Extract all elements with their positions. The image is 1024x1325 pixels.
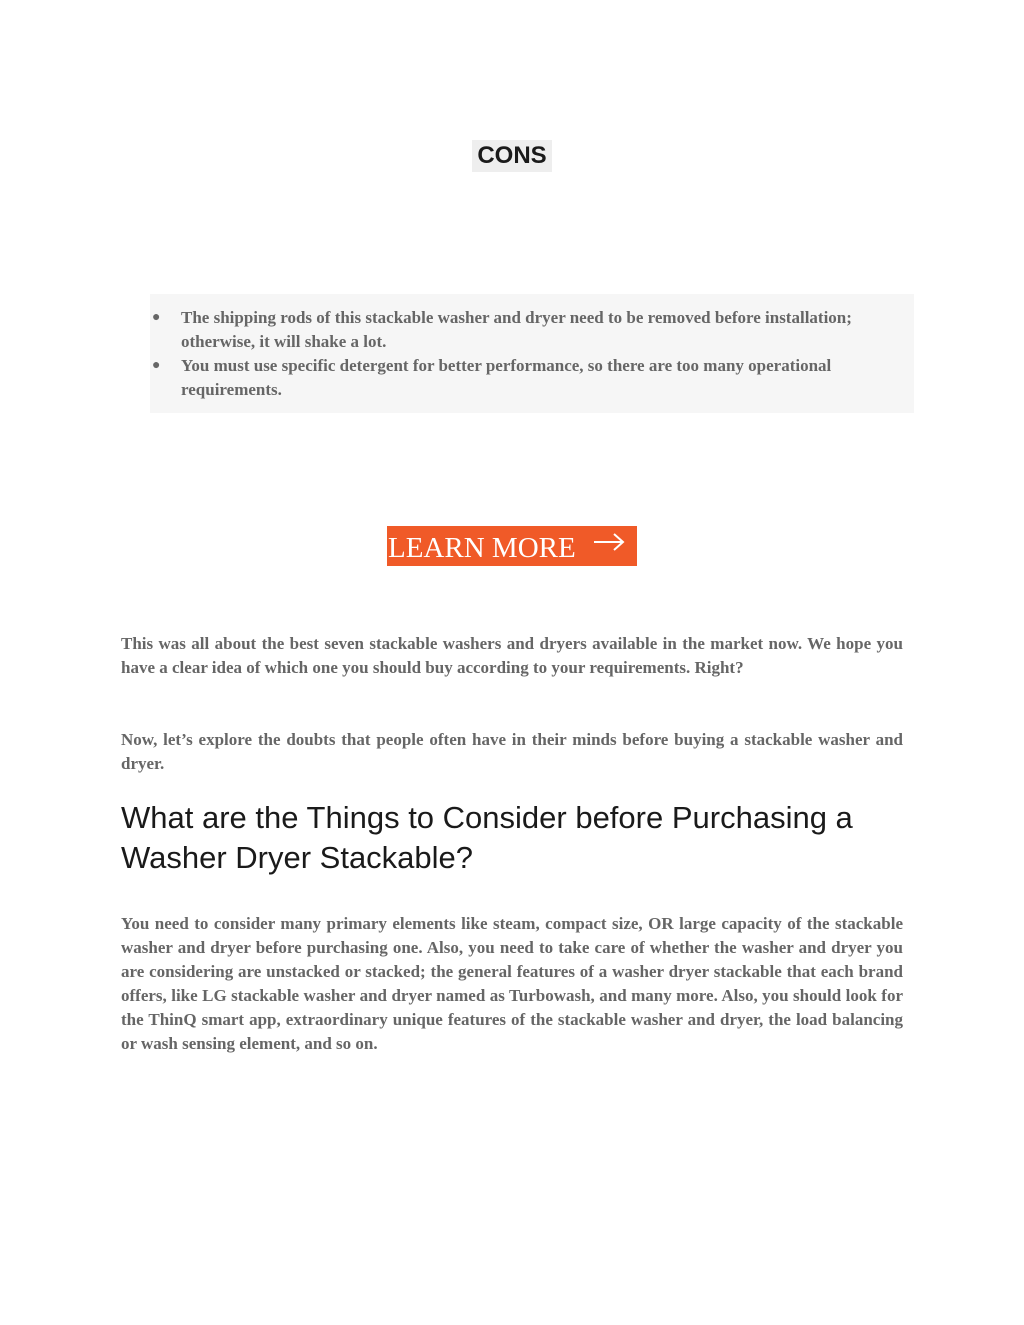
- section-body: You need to consider many primary elements like steam, compact size, OR large capacity of the stackable washer and dryer before purchasing one. Also, you need to take care of whether the washer and dryer you are considering are unstacked or stacked; the general features of a washer dryer stackable that each brand offers, like LG stackable washer and dryer named as Turbowash, and many more. Also, you should look for the ThinQ smart app, extraordinary unique features of the stackable washer and dryer, the load balancing or wash sensing element, and so on.: [121, 914, 903, 1053]
- list-item: [150, 306, 871, 354]
- cons-list: [150, 306, 914, 402]
- cons-heading: CONS: [472, 140, 552, 172]
- intro-paragraph-2: Now, let’s explore the doubts that people often have in their minds before buying a stackable washer and dryer.: [121, 730, 903, 773]
- cons-box: [150, 294, 914, 413]
- cons-item-text: You must use specific detergent for better performance, so there are too many operational requirements.: [181, 356, 832, 399]
- bullet-icon: ●: [152, 358, 161, 373]
- list-item: [150, 354, 871, 402]
- bullet-icon: ●: [152, 310, 161, 325]
- learn-more-button[interactable]: [387, 526, 637, 566]
- learn-more-label: LEARN MORE: [388, 532, 576, 564]
- intro-paragraph-1: This was all about the best seven stackable washers and dryers available in the market now. We hope you have a clear idea of which one you should buy according to your requirements. Right?: [121, 634, 903, 677]
- arrow-right-icon: [593, 532, 625, 552]
- section-title: What are the Things to Consider before Purchasing a Washer Dryer Stackable?: [121, 800, 853, 875]
- cons-item-text: The shipping rods of this stackable washer and dryer need to be removed before installation; otherwise, it will shake a lot.: [181, 308, 852, 351]
